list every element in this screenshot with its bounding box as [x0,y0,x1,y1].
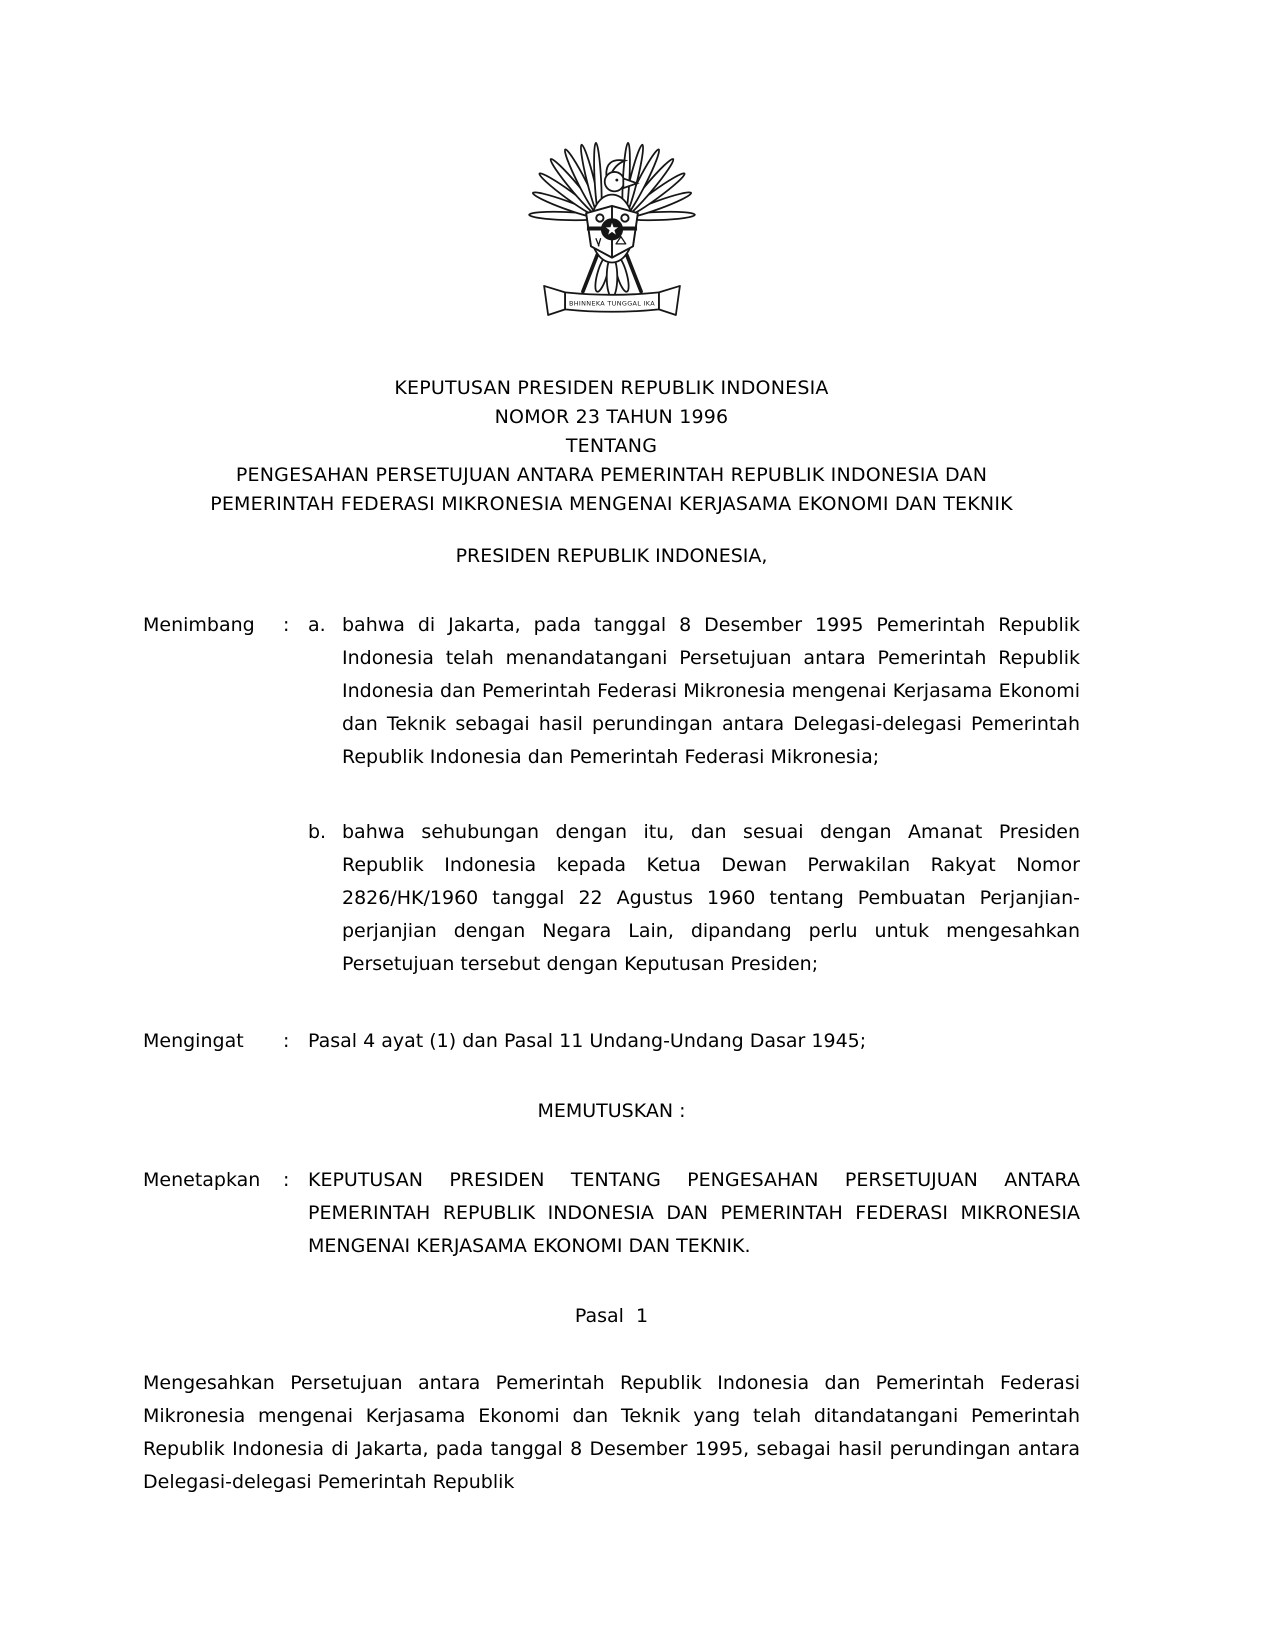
menimbang-body [308,609,1080,981]
title-line-1: KEPUTUSAN PRESIDEN REPUBLIK INDONESIA [394,377,829,399]
menimbang-label: Menimbang [143,614,255,636]
title-line-2: NOMOR 23 TAHUN 1996 [494,406,729,428]
menetapkan-label: Menetapkan [143,1169,261,1191]
emblem-motto-text: BHINNEKA TUNGGAL IKA [568,299,655,308]
considering-item-a-text: bahwa di Jakarta, pada tanggal 8 Desember 1995 Pemerintah Republik Indonesia telah menandatangani Persetujuan antara Pemerintah Republik Indonesia dan Pemerintah Federasi Mikronesia mengenai Kerjasama Ekonomi dan Teknik sebagai hasil perundingan antara Delegasi-delegasi Pemerintah Republik Indonesia dan Pemerintah Federasi Mikronesia; [342,614,1080,768]
mengingat-label: Mengingat [143,1030,244,1052]
menetapkan-colon: : [283,1169,290,1191]
memutuskan-heading: MEMUTUSKAN : [537,1100,686,1122]
title-line-3: TENTANG [565,435,658,457]
considering-item-b-marker: b. [308,821,327,843]
title-line-5: PEMERINTAH FEDERASI MIKRONESIA MENGENAI KERJASAMA EKONOMI DAN TEKNIK [210,493,1013,515]
pasal-1-paragraph: Mengesahkan Persetujuan antara Pemerintah Republik Indonesia dan Pemerintah Federasi Mikronesia mengenai Kerjasama Ekonomi dan Teknik yang telah ditandatangani Pemerintah Republik Indonesia di Jakarta, pada tanggal 8 Desember 1995, sebagai hasil perundingan antara Delegasi-delegasi Pemerintah Republik [143,1372,1080,1493]
menimbang-colon: : [283,614,290,636]
pasal-1-heading: Pasal 1 [574,1305,649,1327]
title-line-4: PENGESAHAN PERSETUJUAN ANTARA PEMERINTAH REPUBLIK INDONESIA DAN [235,464,988,486]
salutation: PRESIDEN REPUBLIK INDONESIA, [455,545,768,567]
pancasila-shield-icon [586,206,638,258]
considering-item-b [308,816,1080,981]
garuda-emblem-svg [523,138,701,332]
clause-menetapkan [143,1164,1080,1263]
considering-item-a-marker: a. [308,614,326,636]
menetapkan-text: KEPUTUSAN PRESIDEN TENTANG PENGESAHAN PERSETUJUAN ANTARA PEMERINTAH REPUBLIK INDONESIA DAN PEMERINTAH FEDERASI MIKRONESIA MENGENAI KERJASAMA EKONOMI DAN TEKNIK. [308,1169,1080,1257]
clause-menimbang [143,609,1080,981]
considering-item-a [308,609,1080,774]
considering-item-b-text: bahwa sehubungan dengan itu, dan sesuai dengan Amanat Presiden Republik Indonesia kepada Ketua Dewan Perwakilan Rakyat Nomor 2826/HK/1960 tanggal 22 Agustus 1960 tentang Pembuatan Perjanjian-perjanjian dengan Negara Lain, dipandang perlu untuk mengesahkan Persetujuan tersebut dengan Keputusan Presiden; [342,821,1080,975]
garuda-pancasila-emblem [143,138,1080,336]
mengingat-text: Pasal 4 ayat (1) dan Pasal 11 Undang-Undang Dasar 1945; [308,1030,867,1052]
clause-mengingat [143,1025,1080,1058]
document-header [143,374,1080,519]
mengingat-colon: : [283,1030,290,1052]
